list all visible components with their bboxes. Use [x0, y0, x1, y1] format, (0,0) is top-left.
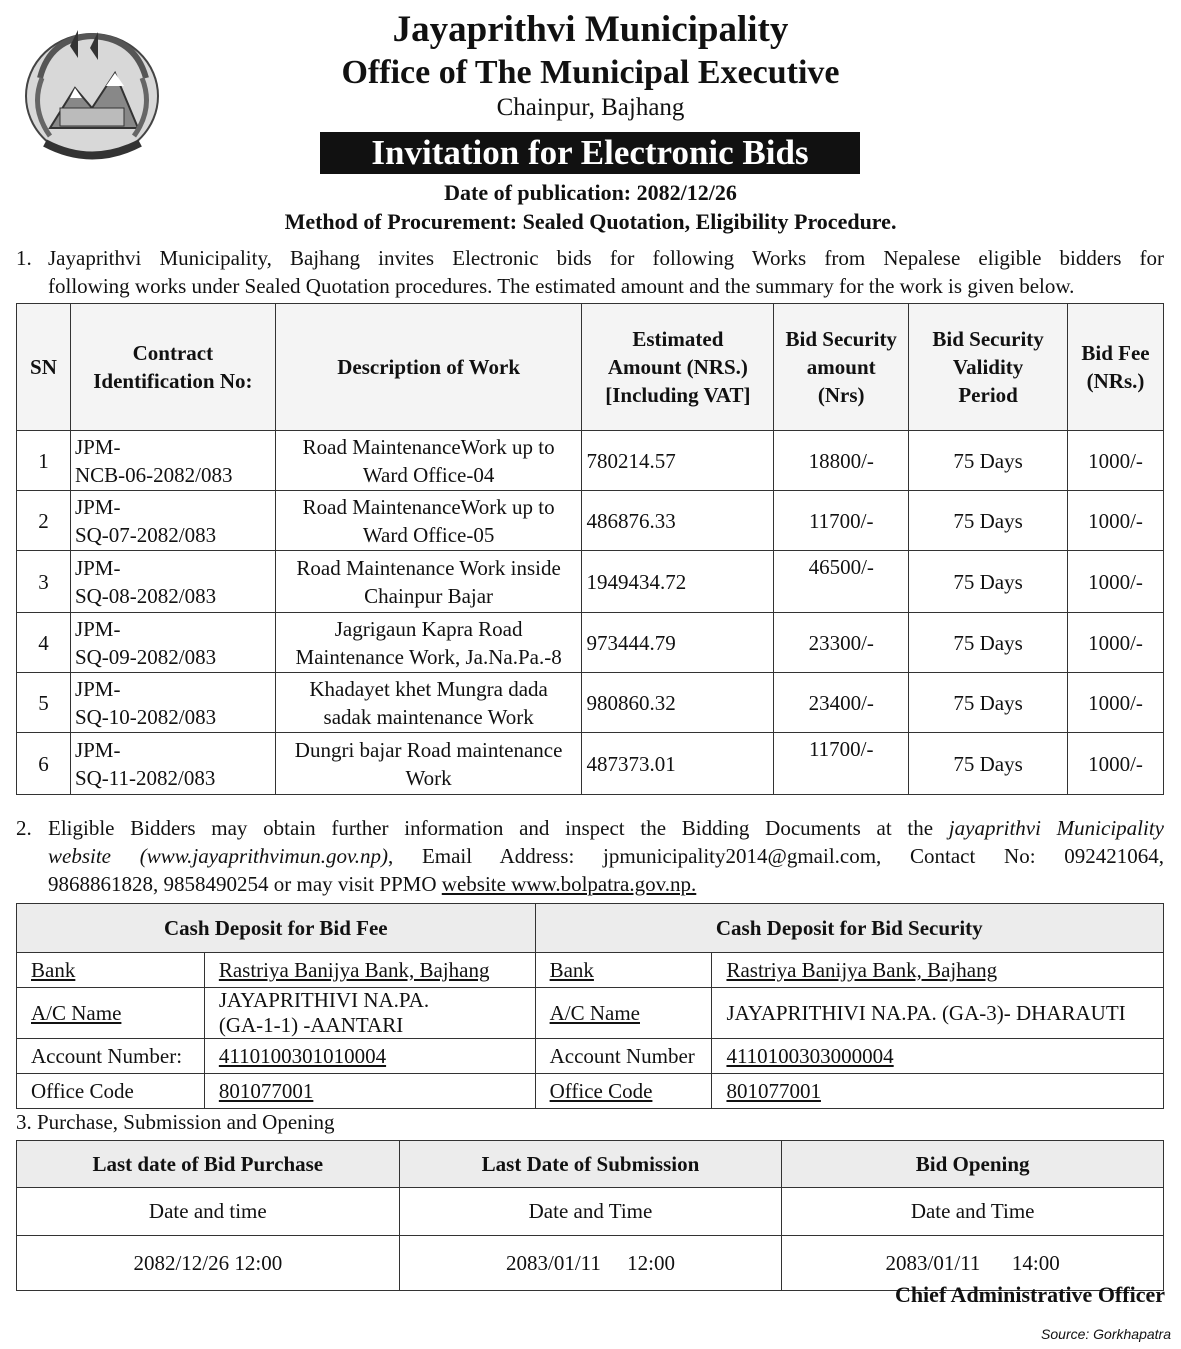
value-ac-name: [204, 988, 535, 1039]
cell-sn: 6: [17, 733, 71, 795]
header-bid-security: [774, 304, 909, 431]
publication-date: Date of publication: 2082/12/26: [444, 180, 737, 205]
value-account-number: 4110100301010004: [204, 1039, 535, 1074]
cell-line: SQ-11-2082/083: [74, 765, 216, 790]
table-row: [17, 733, 1164, 795]
paragraph-text: 9868861828, 9858490254 or may visit PPMO: [48, 872, 442, 896]
paragraph-line: [48, 842, 1164, 870]
cell-line: Maintenance Work, Ja.Na.Pa.-8: [295, 644, 562, 669]
cell-security: 11700/-: [774, 491, 909, 551]
paragraph-text: Eligible Bidders may obtain further information and inspect the Bidding Documents at the: [48, 816, 949, 840]
paragraph-line: [48, 814, 1164, 842]
cell-fee: 1000/-: [1068, 491, 1164, 551]
cell-line: Khadayet khet Mungra dada: [309, 676, 548, 701]
header-contract-id: [70, 304, 275, 431]
header-line: (NRs.): [1086, 369, 1145, 393]
cell-line: Ward Office-04: [362, 462, 495, 487]
header-estimated-amount: [582, 304, 774, 431]
source-credit: Source: Gorkhapatra: [1041, 1326, 1171, 1342]
paragraph-number: 2.: [16, 816, 32, 840]
cell-amount: 487373.01: [582, 733, 774, 795]
cell-sn: 2: [17, 491, 71, 551]
cell-sn: 1: [17, 431, 71, 491]
cell-line: JPM-: [74, 434, 121, 459]
cell-validity: 75 Days: [909, 733, 1068, 795]
header-line: Bid Security: [932, 327, 1044, 351]
cell-submission-date: 2083/01/11 12:00: [399, 1236, 782, 1291]
paragraph-3-heading: 3. Purchase, Submission and Opening: [16, 1110, 335, 1134]
cell-amount: 486876.33: [582, 491, 774, 551]
cell-security: 23400/-: [774, 673, 909, 733]
paragraph-line: Jayaprithvi Municipality, Bajhang invites Electronic bids for following Works from Nepalese eligible bidders for: [48, 246, 1164, 270]
website-link[interactable]: website (www.jayaprithvimun.gov.np): [48, 844, 388, 868]
cell-line: Jagrigaun Kapra Road: [334, 616, 523, 641]
header-line: Bid Fee: [1081, 341, 1150, 365]
ppmo-website-link[interactable]: website www.bolpatra.gov.np.: [441, 872, 697, 896]
cell-subheader: Date and Time: [399, 1188, 782, 1236]
office-title: Office of The Municipal Executive: [341, 54, 840, 91]
label-account-number: Account Number:: [17, 1039, 205, 1074]
table-row: [17, 1188, 1164, 1236]
paragraph-1: [16, 244, 1164, 300]
cell-validity: 75 Days: [909, 673, 1068, 733]
table-header-row: [17, 1141, 1164, 1188]
cell-contract-id: [70, 673, 275, 733]
table-header-row: [17, 304, 1164, 431]
header-line: Amount (NRS.): [607, 355, 748, 379]
label-office-code: Office Code: [535, 1074, 712, 1109]
notice-header: [0, 0, 1181, 240]
cell-line: SQ-09-2082/083: [74, 644, 217, 669]
cell-contract-id: [70, 551, 275, 613]
cell-line: JPM-: [74, 555, 121, 580]
label-bank: Bank: [17, 953, 205, 988]
header-line: Period: [958, 383, 1018, 407]
cell-description: [275, 733, 582, 795]
cell-fee: 1000/-: [1068, 431, 1164, 491]
cell-contract-id: [70, 431, 275, 491]
header-line: amount: [806, 355, 876, 379]
header-line: (Nrs): [817, 383, 865, 407]
cell-line: SQ-08-2082/083: [74, 583, 217, 608]
paragraph-2: [16, 814, 1164, 898]
cell-contract-id: [70, 491, 275, 551]
header-last-submission: Last Date of Submission: [399, 1141, 782, 1188]
cell-line: JPM-: [74, 676, 121, 701]
schedule-table: [16, 1140, 1164, 1291]
cell-security: 23300/-: [774, 613, 909, 673]
table-row: [17, 953, 1164, 988]
label-ac-name: A/C Name: [17, 988, 205, 1039]
label-ac-name: A/C Name: [535, 988, 712, 1039]
cell-fee: 1000/-: [1068, 613, 1164, 673]
cell-line: Chainpur Bajar: [364, 583, 494, 608]
cell-validity: 75 Days: [909, 613, 1068, 673]
label-bank: Bank: [535, 953, 712, 988]
cell-amount: 973444.79: [582, 613, 774, 673]
table-row: [17, 551, 1164, 613]
cell-description: [275, 551, 582, 613]
cell-line: NCB-06-2082/083: [74, 462, 233, 487]
header-line: [Including VAT]: [605, 383, 751, 407]
header-last-purchase: Last date of Bid Purchase: [17, 1141, 400, 1188]
cell-line: sadak maintenance Work: [323, 704, 534, 729]
table-row: [17, 1074, 1164, 1109]
cell-line: JAYAPRITHIVI NA.PA.: [218, 988, 430, 1012]
label-account-number: Account Number: [535, 1039, 712, 1074]
cell-contract-id: [70, 733, 275, 795]
cell-purchase-date: 2082/12/26 12:00: [17, 1236, 400, 1291]
cell-sn: 4: [17, 613, 71, 673]
table-header-row: [17, 904, 1164, 953]
cell-contract-id: [70, 613, 275, 673]
header-line: Identification No:: [93, 369, 253, 393]
header-bid-opening: Bid Opening: [782, 1141, 1164, 1188]
paragraph-line: [48, 870, 1164, 898]
cell-validity: 75 Days: [909, 551, 1068, 613]
cell-line: SQ-07-2082/083: [74, 522, 217, 547]
table-row: [17, 491, 1164, 551]
cell-amount: 980860.32: [582, 673, 774, 733]
cell-description: [275, 491, 582, 551]
cell-subheader: Date and time: [17, 1188, 400, 1236]
cell-description: [275, 431, 582, 491]
header-line: Validity: [952, 355, 1024, 379]
header-bid-fee: [1068, 304, 1164, 431]
cell-description: [275, 613, 582, 673]
cell-sn: 5: [17, 673, 71, 733]
cell-fee: 1000/-: [1068, 673, 1164, 733]
signature: Chief Administrative Officer: [894, 1282, 1165, 1307]
cell-sn: 3: [17, 551, 71, 613]
value-bank: Rastriya Banijya Bank, Bajhang: [204, 953, 535, 988]
cell-line: JPM-: [74, 737, 121, 762]
value-account-number: 4110100303000004: [712, 1039, 1164, 1074]
municipality-name: jayaprithvi Municipality: [948, 816, 1164, 840]
cell-line: Dungri bajar Road maintenance: [294, 737, 563, 762]
cell-line: Work: [405, 765, 452, 790]
header-description: Description of Work: [275, 304, 582, 431]
cell-line: JPM-: [74, 494, 121, 519]
cell-fee: 1000/-: [1068, 551, 1164, 613]
table-row: [17, 431, 1164, 491]
cell-security: 11700/-: [774, 733, 909, 795]
value-office-code: 801077001: [712, 1074, 1164, 1109]
value-ac-name: JAYAPRITHIVI NA.PA. (GA-3)- DHARAUTI: [712, 988, 1164, 1039]
paragraph-line: following works under Sealed Quotation procedures. The estimated amount and the summary for the work is given below.: [48, 274, 1075, 298]
header-line: Contract: [132, 341, 214, 365]
procurement-method: Method of Procurement: Sealed Quotation, Eligibility Procedure.: [284, 209, 897, 234]
cell-fee: 1000/-: [1068, 733, 1164, 795]
bank-details-table: [16, 903, 1164, 1109]
cell-line: (GA-1-1) -AANTARI: [218, 1013, 404, 1037]
works-table: [16, 303, 1164, 795]
municipality-title: Jayaprithvi Municipality: [392, 9, 789, 50]
value-bank: Rastriya Banijya Bank, Bajhang: [712, 953, 1164, 988]
cell-opening-date: 2083/01/11 14:00: [782, 1236, 1164, 1291]
cell-security: 46500/-: [774, 551, 909, 613]
notice-banner: Invitation for Electronic Bids: [320, 132, 860, 174]
header-sn: SN: [17, 304, 71, 431]
table-row: [17, 988, 1164, 1039]
label-office-code: Office Code: [17, 1074, 205, 1109]
location: Chainpur, Bajhang: [496, 94, 685, 121]
table-row: [17, 673, 1164, 733]
cell-line: SQ-10-2082/083: [74, 704, 217, 729]
value-office-code: 801077001: [204, 1074, 535, 1109]
header-line: Estimated: [632, 327, 724, 351]
header-bid-security-deposit: Cash Deposit for Bid Security: [535, 904, 1163, 953]
cell-amount: 780214.57: [582, 431, 774, 491]
paragraph-number: 1.: [16, 246, 32, 270]
table-row: [17, 1039, 1164, 1074]
cell-validity: 75 Days: [909, 491, 1068, 551]
header-line: Bid Security: [785, 327, 897, 351]
cell-line: Road MaintenanceWork up to: [302, 494, 555, 519]
contact-info: , Email Address: jpmunicipality2014@gmail.com, Contact No: 092421064,: [387, 844, 1164, 868]
cell-line: Road Maintenance Work inside: [296, 555, 561, 580]
cell-validity: 75 Days: [909, 431, 1068, 491]
table-row: [17, 613, 1164, 673]
cell-description: [275, 673, 582, 733]
header-bid-fee-deposit: Cash Deposit for Bid Fee: [17, 904, 536, 953]
cell-security: 18800/-: [774, 431, 909, 491]
header-validity: [909, 304, 1068, 431]
cell-line: JPM-: [74, 616, 121, 641]
cell-line: Ward Office-05: [362, 522, 495, 547]
cell-amount: 1949434.72: [582, 551, 774, 613]
cell-subheader: Date and Time: [782, 1188, 1164, 1236]
cell-line: Road MaintenanceWork up to: [302, 434, 555, 459]
